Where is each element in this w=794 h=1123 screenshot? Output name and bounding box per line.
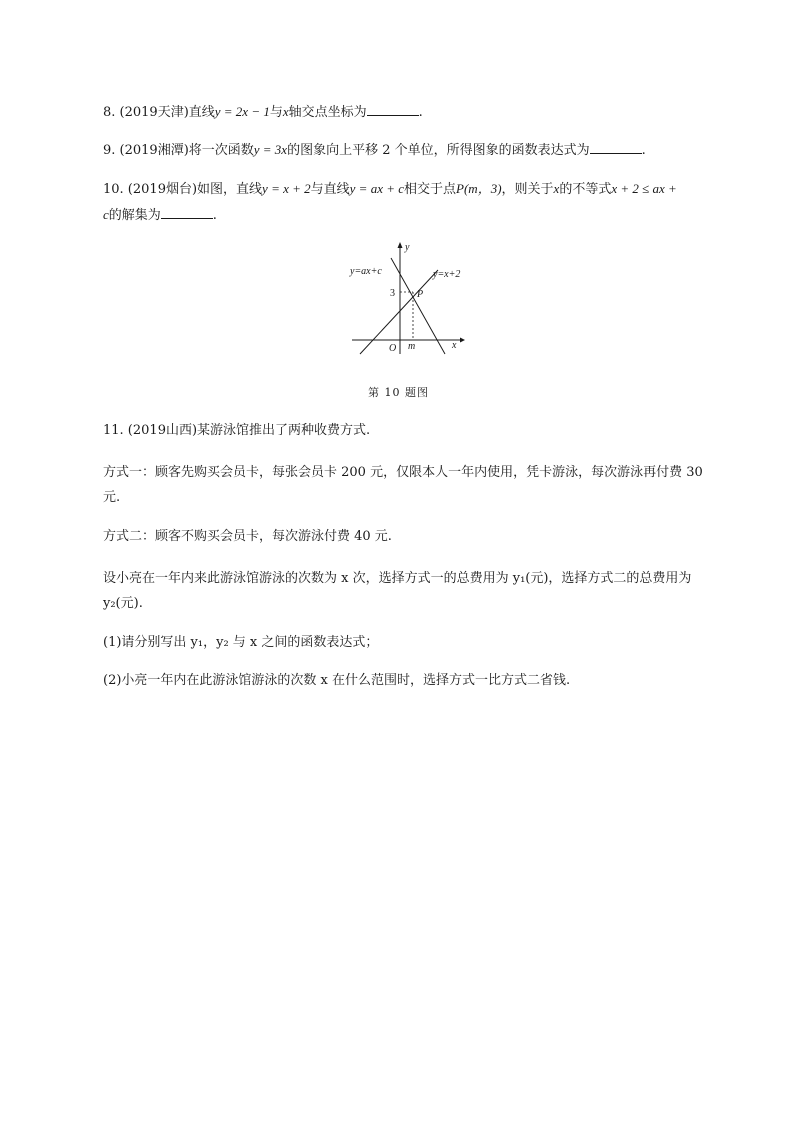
q9-answer-blank[interactable]	[590, 140, 642, 154]
q11-part-1: (1)请分别写出 y₁，y₂ 与 x 之间的函数表达式；	[103, 635, 379, 650]
q10-variable: x	[553, 181, 560, 196]
q10-end: .	[212, 208, 217, 223]
q8-text-mid: 与	[269, 105, 283, 120]
q10-text-d: ，则关于	[501, 182, 554, 197]
origin-label: O	[389, 343, 397, 354]
q11-method-1	[103, 460, 727, 510]
q11-setup-line-2: y₂(元).	[103, 596, 143, 611]
x-axis-label: x	[452, 340, 457, 351]
q10-text-e: 的不等式	[559, 182, 612, 197]
point-p-label: P	[417, 289, 424, 300]
q10-line2-text: 的解集为	[108, 208, 161, 223]
q9-equation: y = 3x	[253, 142, 288, 157]
q10-equation-1: y = x + 2	[262, 181, 311, 196]
q8-equation: y = 2x − 1	[214, 104, 270, 119]
q10-text-b: 与直线	[310, 182, 350, 197]
q10-text-c: 相交于点	[404, 182, 457, 197]
q10-point: P(m，3)	[456, 181, 502, 196]
question-11-title: 11. (2019山西)某游泳馆推出了两种收费方式.	[103, 423, 371, 438]
q8-end: .	[418, 105, 423, 120]
question-9	[103, 137, 723, 163]
q11-setup	[103, 566, 727, 616]
q10-line2-variable: c	[103, 207, 109, 222]
q11-part-2: (2)小亮一年内在此游泳馆游泳的次数 x 在什么范围时，选择方式一比方式二省钱.	[103, 673, 571, 688]
line-a-label: y=ax+c	[350, 266, 382, 277]
question-10	[103, 176, 725, 228]
y-axis-arrow	[398, 242, 403, 248]
q8-answer-blank[interactable]	[367, 102, 419, 116]
figure-caption: 第 10 题图	[368, 386, 429, 399]
y-value-3-label: 3	[390, 288, 395, 299]
q11-method-1-line-2: 元.	[103, 490, 121, 505]
q10-text-a: 10. (2019烟台)如图，直线	[103, 182, 263, 197]
q11-method-2: 方式二：顾客不购买会员卡，每次游泳付费 40 元.	[103, 529, 392, 544]
q8-text-suffix: 轴交点坐标为	[288, 105, 367, 120]
y-axis-label: y	[405, 242, 410, 253]
line-b-label: y=x+2	[433, 269, 461, 280]
q10-equation-2: y = ax + c	[349, 181, 405, 196]
q10-answer-blank[interactable]	[161, 205, 213, 219]
m-label: m	[408, 341, 416, 352]
q9-text-prefix: 9. (2019湘潭)将一次函数	[103, 143, 254, 158]
q11-setup-line-1: 设小亮在一年内来此游泳馆游泳的次数为 x 次，选择方式一的总费用为 y₁(元)，选择方式二的总费用为	[103, 571, 692, 586]
line-y-x-plus-2	[360, 270, 438, 354]
q8-variable: x	[282, 104, 289, 119]
x-axis-arrow	[460, 338, 465, 343]
q9-text-suffix: 的图象向上平移 2 个单位，所得图象的函数表达式为	[287, 143, 590, 158]
q10-inequality: x + 2 ≤ ax +	[611, 181, 677, 196]
q11-method-1-line-1: 方式一：顾客先购买会员卡，每张会员卡 200 元，仅限本人一年内使用，凭卡游泳，每次游泳再付费 30	[103, 465, 703, 480]
q10-graph-figure	[340, 236, 480, 360]
question-8	[103, 99, 723, 125]
q9-end: .	[641, 143, 646, 158]
q8-text-prefix: 8. (2019天津)直线	[103, 105, 215, 120]
